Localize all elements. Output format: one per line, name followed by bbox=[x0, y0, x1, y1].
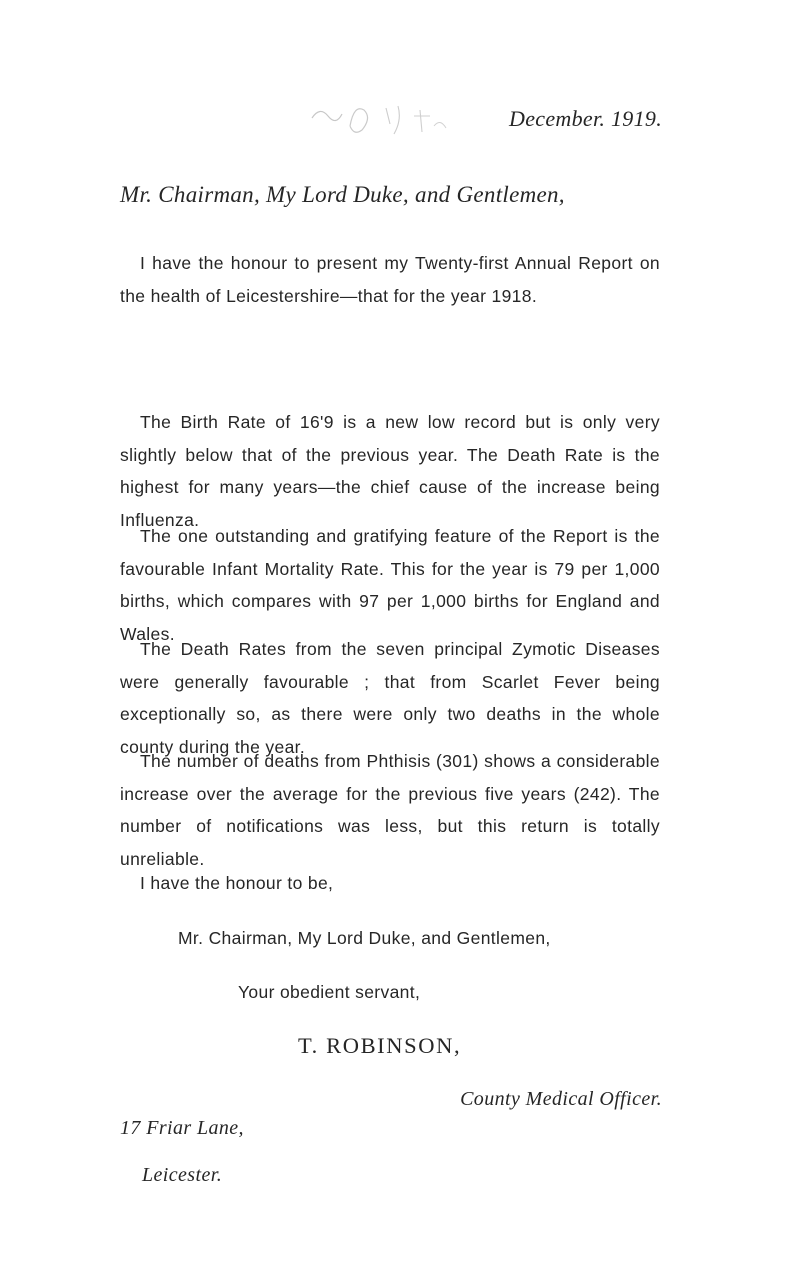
closing-servant-line: Your obedient servant, bbox=[238, 982, 421, 1002]
signature-name: T. ROBINSON, bbox=[298, 1033, 462, 1058]
letter-date: December. 1919. bbox=[509, 106, 662, 131]
signature-title: County Medical Officer. bbox=[460, 1088, 662, 1110]
paragraph-phthisis: The number of deaths from Phthisis (301) shows a considerable increase over the average for the previous five years (242). The number of notifications was less, but this return is totally unreliable. bbox=[120, 751, 660, 869]
faded-stamp-mark bbox=[302, 96, 452, 144]
closing-line: I have the honour to be, bbox=[140, 873, 334, 893]
address-line-2: Leicester. bbox=[142, 1164, 223, 1186]
paragraph-introduction: I have the honour to present my Twenty-first Annual Report on the health of Leicestershire—that for the year 1918. bbox=[120, 253, 660, 306]
paragraph-birth-death-rates: The Birth Rate of 16'9 is a new low record but is only very slightly below that of the previous year. The Death Rate is the highest for many years—the chief cause of the increase being Influenza. bbox=[120, 412, 660, 530]
paragraph-zymotic-diseases: The Death Rates from the seven principal Zymotic Diseases were generally favourable ; that from Scarlet Fever being exceptionally so, as there were only two deaths in the whole county during the year. bbox=[120, 639, 660, 757]
salutation: Mr. Chairman, My Lord Duke, and Gentlemen, bbox=[120, 182, 565, 207]
address-line-1: 17 Friar Lane, bbox=[120, 1117, 244, 1139]
closing-address-line: Mr. Chairman, My Lord Duke, and Gentlemen, bbox=[178, 928, 551, 948]
paragraph-infant-mortality: The one outstanding and gratifying feature of the Report is the favourable Infant Mortality Rate. This for the year is 79 per 1,000 births, which compares with 97 per 1,000 births for England and Wales. bbox=[120, 526, 660, 644]
